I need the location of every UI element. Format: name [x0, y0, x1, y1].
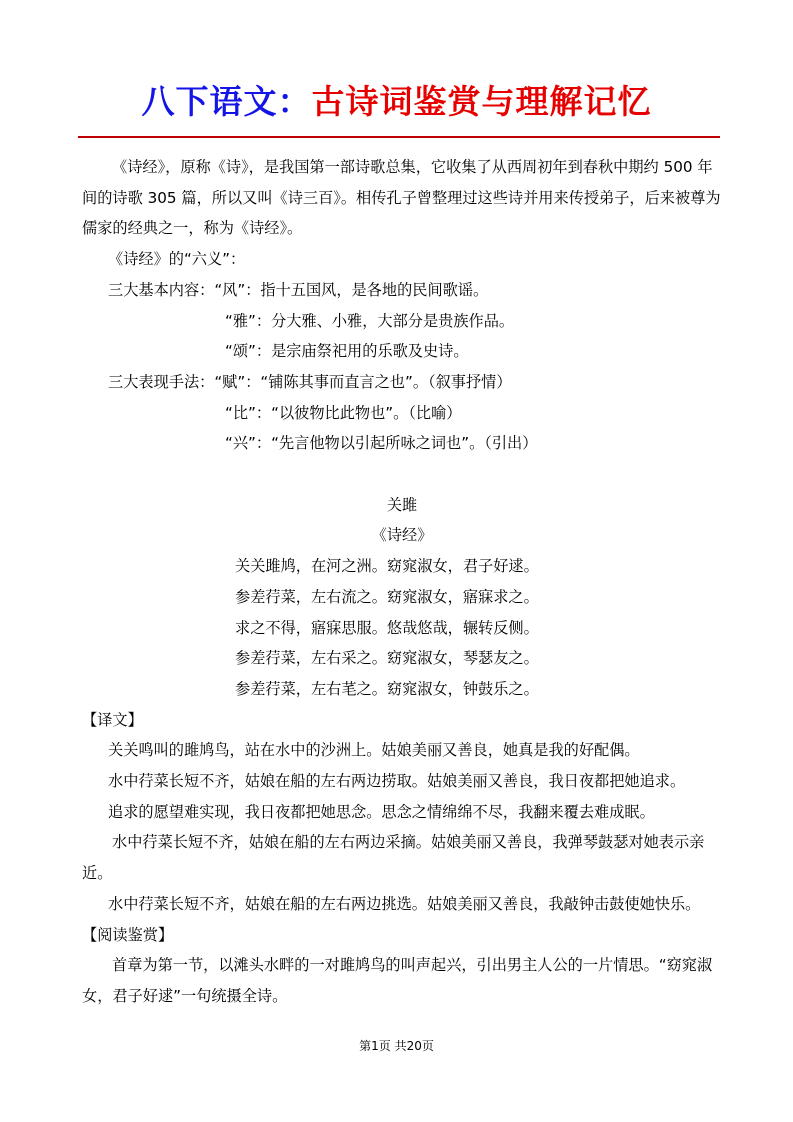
poem-title: 关雎: [386, 495, 418, 514]
title-divider: [78, 136, 720, 138]
translation-heading: 【译文】: [82, 710, 143, 729]
translation-line-5: 水中荇菜长短不齐，姑娘在船的左右两边挑选。姑娘美丽又善良，我敲钟击鼓使她快乐。: [108, 894, 701, 913]
method-fu: 三大表现手法：“赋”：“铺陈其事而直言之也”。（叙事抒情）: [108, 372, 512, 391]
poem-line-4: 参差荇菜，左右采之。窈窕淑女，琴瑟友之。: [235, 649, 539, 668]
content-feng: 三大基本内容：“风”：指十五国风，是各地的民间歌谣。: [108, 280, 489, 299]
six-meanings-label: 《诗经》的“六义”：: [108, 250, 246, 269]
translation-line-4: 水中荇菜长短不齐，姑娘在船的左右两边采摘。姑娘美丽又善良，我弹琴鼓瑟对她表示亲近。: [82, 833, 705, 883]
translation-line-2: 水中荇菜长短不齐，姑娘在船的左右两边捞取。姑娘美丽又善良，我日夜都把她追求。: [108, 772, 686, 791]
document-body: [82, 152, 722, 1012]
method-xing: “兴”：“先言他物以引起所咏之词也”。（引出）: [225, 434, 538, 453]
poem-line-2: 参差荇菜，左右流之。窈窕淑女，寤寐求之。: [235, 587, 539, 606]
poem-line-5: 参差荇菜，左右芼之。窈窕淑女，钟鼓乐之。: [235, 679, 539, 698]
content-ya: “雅”：分大雅、小雅，大部分是贵族作品。: [225, 311, 515, 330]
spacer: [82, 459, 722, 490]
title-main: 古诗词鉴赏与理解记忆: [311, 82, 652, 121]
translation-line-1: 关关鸣叫的雎鸠鸟，站在水中的沙洲上。姑娘美丽又善良，她真是我的好配偶。: [108, 741, 640, 760]
page-number: 第1页 共20页: [359, 1039, 434, 1053]
title-prefix: 八下语文：: [141, 82, 312, 121]
appreciation-heading: 【阅读鉴赏】: [82, 925, 174, 944]
poem-line-3: 求之不得，寤寐思服。悠哉悠哉，辗转反侧。: [235, 618, 539, 637]
poem-source: 《诗经》: [371, 526, 433, 545]
intro-paragraph: 《诗经》，原称《诗》，是我国第一部诗歌总集，它收集了从西周初年到春秋中期约 500 年间的诗歌 305 篇，所以又叫《诗三百》。相传孔子曾整理过这些诗并用来传授弟子，后来被尊为儒家的经典之一，称为《诗经》。: [82, 158, 721, 238]
poem-line-1: 关关雎鸠，在河之洲。窈窕淑女，君子好逑。: [235, 557, 539, 576]
method-bi: “比”：“以彼物比此物也”。（比喻）: [225, 403, 462, 422]
page-title: [0, 78, 793, 126]
content-song: “颂”：是宗庙祭祀用的乐歌及史诗。: [225, 342, 469, 361]
appreciation-paragraph: 首章为第一节，以滩头水畔的一对雎鸠鸟的叫声起兴，引出男主人公的一片情思。“窈窕淑女，君子好逑”一句统摄全诗。: [82, 956, 713, 1005]
translation-line-3: 追求的愿望难实现，我日夜都把她思念。思念之情绵绵不尽，我翻来覆去难成眠。: [108, 802, 655, 821]
